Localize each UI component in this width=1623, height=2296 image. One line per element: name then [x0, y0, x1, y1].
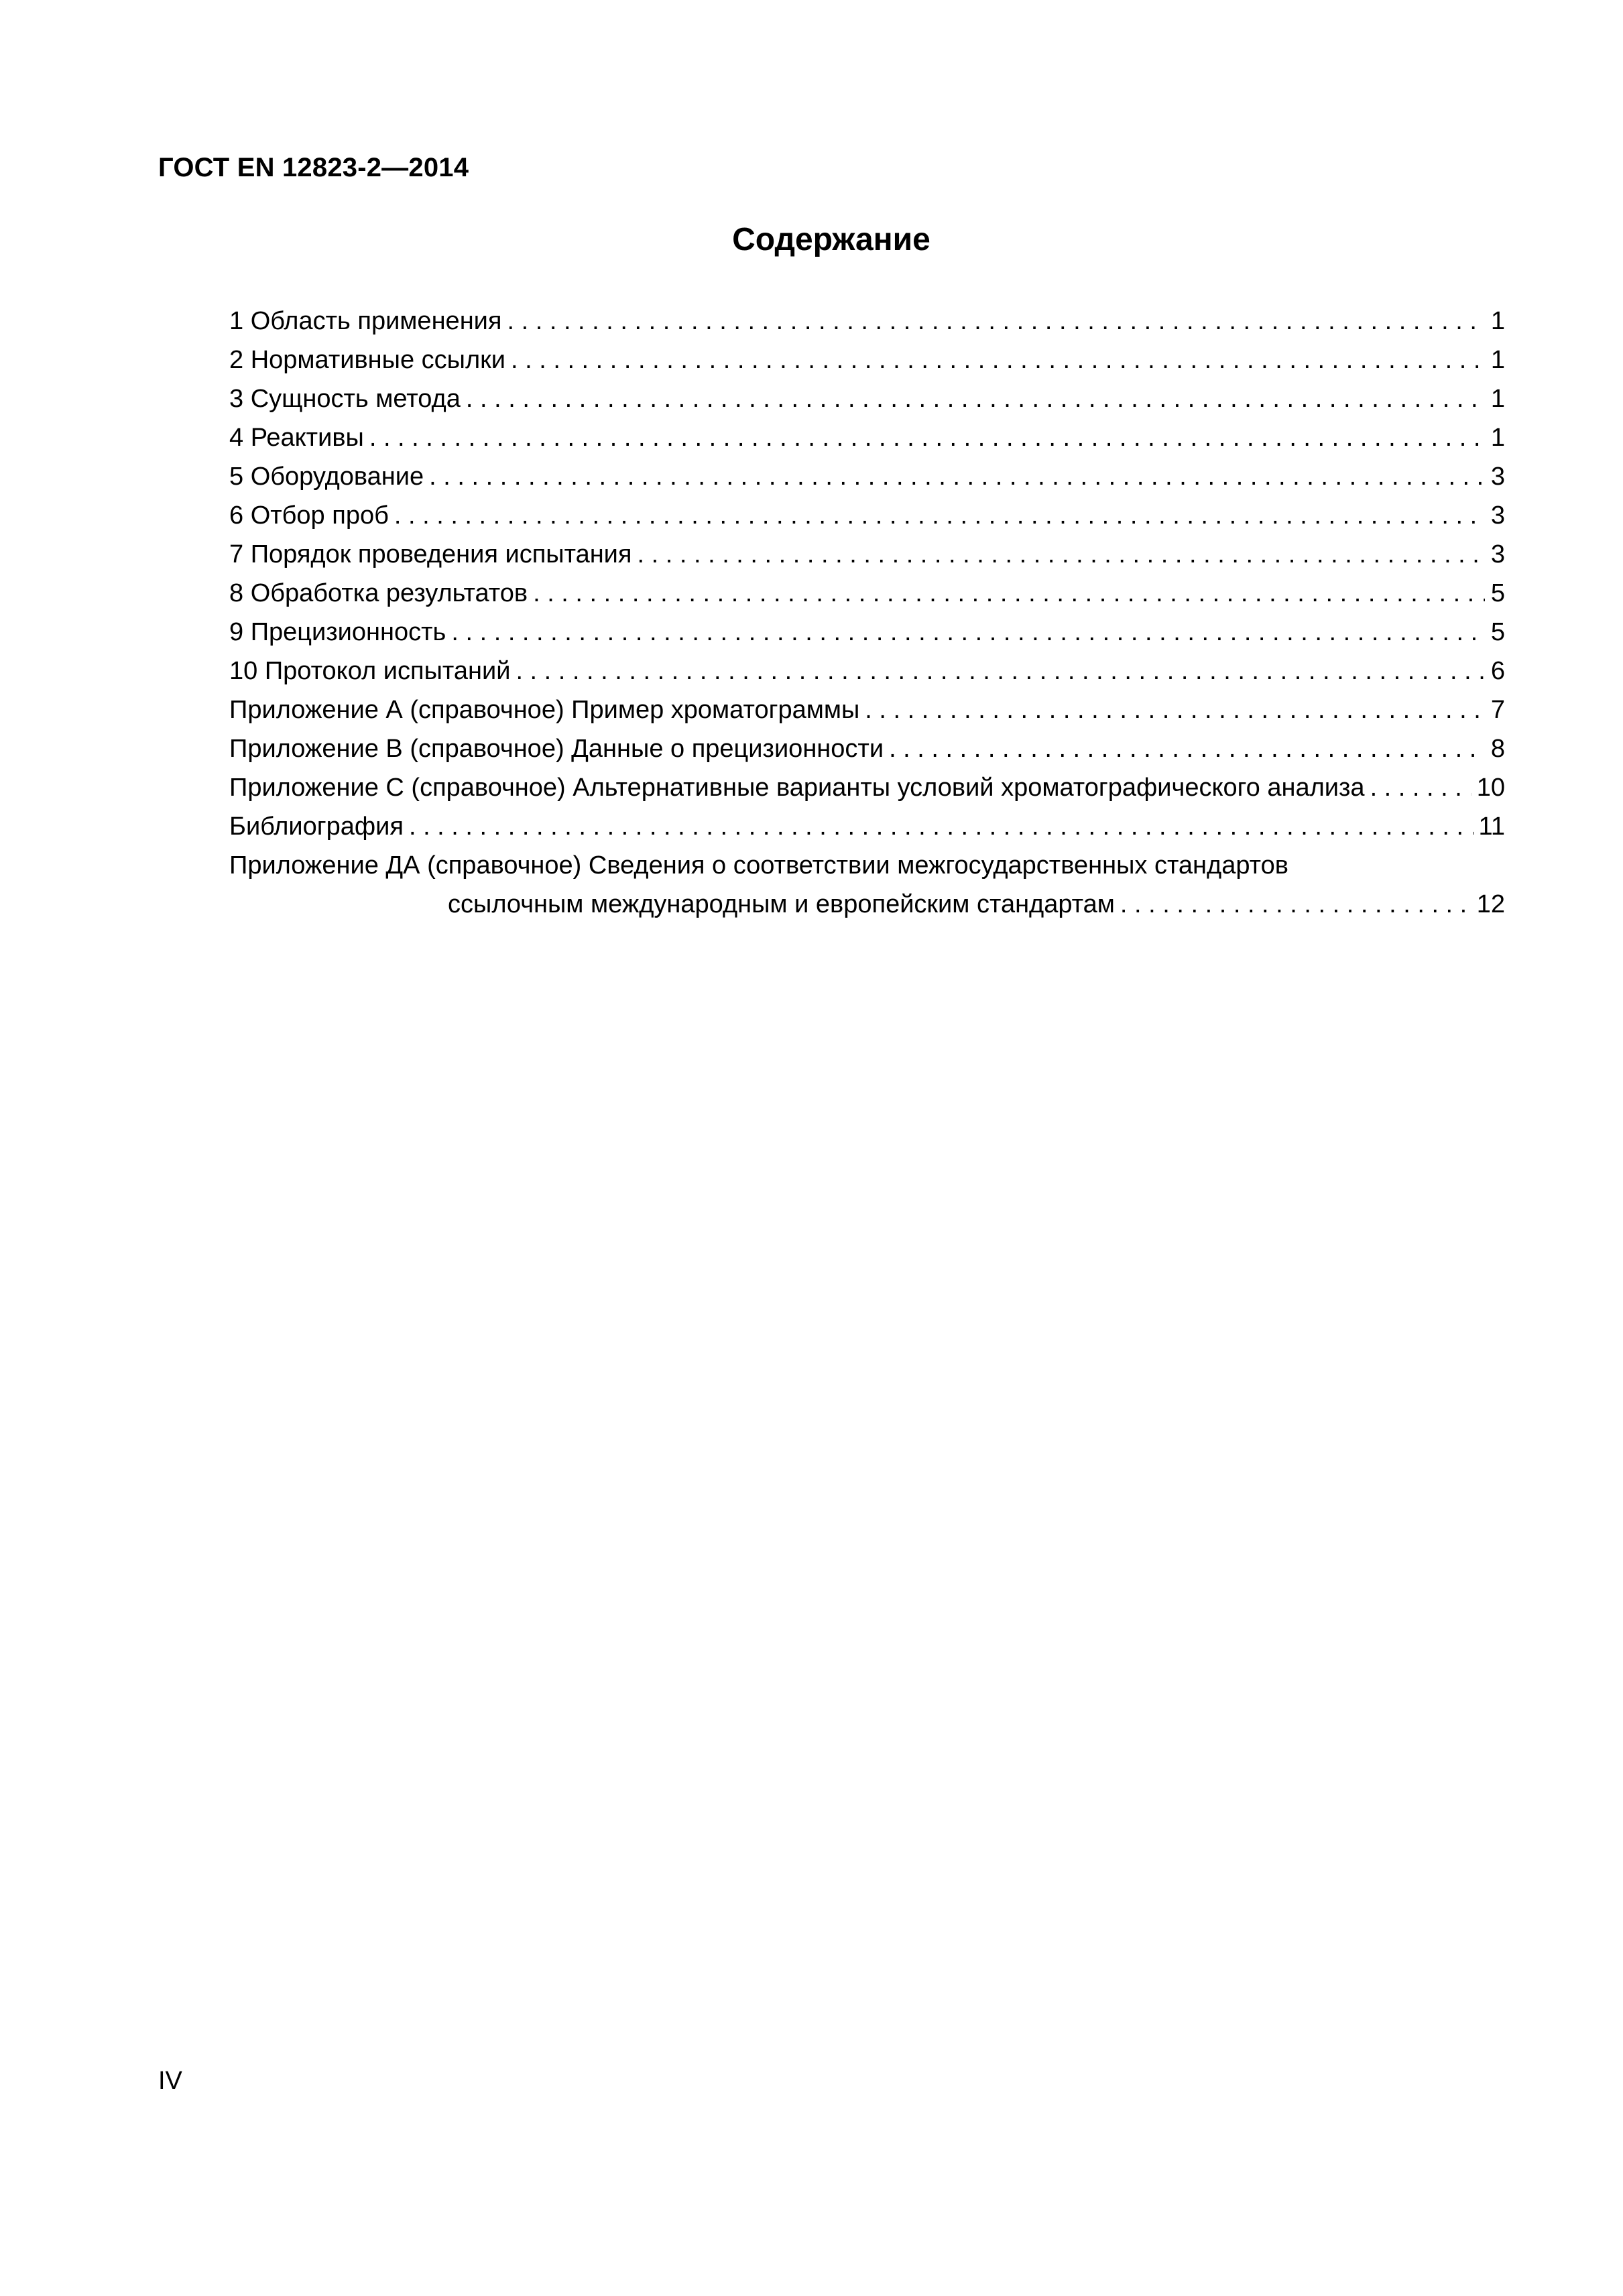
- toc-entry[interactable]: [229, 457, 1505, 496]
- toc-entry[interactable]: [229, 613, 1505, 652]
- toc-entry[interactable]: [229, 574, 1505, 613]
- toc-entry-page: 1: [1490, 424, 1505, 452]
- table-of-contents: [229, 302, 1505, 924]
- toc-leader-dots: [638, 535, 1486, 574]
- toc-entry[interactable]: [229, 535, 1505, 574]
- document-header: ГОСТ EN 12823-2—2014: [158, 153, 469, 182]
- toc-entry-page: 10: [1476, 774, 1505, 802]
- page-number: IV: [158, 2067, 182, 2095]
- toc-entry-page: 5: [1490, 579, 1505, 607]
- toc-entry[interactable]: [229, 496, 1505, 535]
- toc-leader-dots: [1120, 885, 1471, 924]
- toc-leader-dots: [1370, 768, 1471, 807]
- toc-leader-dots: [511, 341, 1485, 379]
- toc-entry-page: 3: [1490, 463, 1505, 491]
- toc-entry-text: Приложение ДА (справочное) Сведения о соответствии межгосударственных стандартов: [229, 851, 1288, 880]
- toc-entry-text: 5 Оборудование: [229, 463, 424, 491]
- toc-entry-page: 1: [1490, 346, 1505, 374]
- toc-entry-page: 5: [1490, 618, 1505, 646]
- toc-entry[interactable]: [229, 729, 1505, 768]
- toc-entry-text: 3 Сущность метода: [229, 385, 461, 413]
- toc-entry-text: 10 Протокол испытаний: [229, 657, 511, 685]
- toc-leader-dots: [394, 496, 1485, 535]
- toc-entry-text: 2 Нормативные ссылки: [229, 346, 505, 374]
- toc-leader-dots: [533, 574, 1485, 613]
- toc-leader-dots: [516, 652, 1485, 690]
- toc-entry[interactable]: [229, 302, 1505, 341]
- toc-entry-text: Приложение А (справочное) Пример хроматограммы: [229, 696, 860, 724]
- toc-entry-text: 9 Прецизионность: [229, 618, 446, 646]
- toc-entry-text: 6 Отбор проб: [229, 501, 389, 530]
- toc-entry-page: 1: [1490, 385, 1505, 413]
- toc-leader-dots: [466, 379, 1485, 418]
- toc-entry-text: Приложение В (справочное) Данные о прецизионности: [229, 735, 884, 763]
- toc-entry-text: ссылочным международным и европейским стандартам: [448, 890, 1115, 918]
- toc-entry[interactable]: [229, 418, 1505, 457]
- toc-leader-dots: [865, 690, 1485, 729]
- toc-entry[interactable]: [229, 341, 1505, 379]
- toc-entry-text: Приложение С (справочное) Альтернативные варианты условий хроматографического анализа: [229, 774, 1365, 802]
- toc-entry-page: 12: [1476, 890, 1505, 918]
- toc-entry-multiline[interactable]: [229, 846, 1505, 885]
- toc-entry-continuation[interactable]: [229, 885, 1505, 924]
- toc-entry-page: 11: [1478, 812, 1505, 841]
- toc-leader-dots: [409, 807, 1474, 846]
- toc-entry[interactable]: [229, 807, 1505, 846]
- toc-leader-dots: [507, 302, 1485, 341]
- toc-entry-page: 3: [1490, 540, 1505, 568]
- toc-entry-text: 1 Область применения: [229, 307, 502, 335]
- toc-entry-page: 1: [1490, 307, 1505, 335]
- toc-leader-dots: [889, 729, 1485, 768]
- toc-entry-page: 3: [1490, 501, 1505, 530]
- toc-entry[interactable]: [229, 379, 1505, 418]
- toc-entry-text: 4 Реактивы: [229, 424, 364, 452]
- toc-leader-dots: [429, 457, 1485, 496]
- toc-entry[interactable]: [229, 768, 1505, 807]
- toc-entry-text: Библиография: [229, 812, 404, 841]
- toc-entry[interactable]: [229, 690, 1505, 729]
- toc-entry-page: 6: [1490, 657, 1505, 685]
- toc-entry-text: 8 Обработка результатов: [229, 579, 528, 607]
- toc-entry-page: 7: [1490, 696, 1505, 724]
- toc-leader-dots: [369, 418, 1485, 457]
- toc-entry[interactable]: [229, 652, 1505, 690]
- toc-entry-page: 8: [1490, 735, 1505, 763]
- page-title: Содержание: [732, 222, 930, 257]
- toc-entry-text: 7 Порядок проведения испытания: [229, 540, 632, 568]
- toc-leader-dots: [451, 613, 1485, 652]
